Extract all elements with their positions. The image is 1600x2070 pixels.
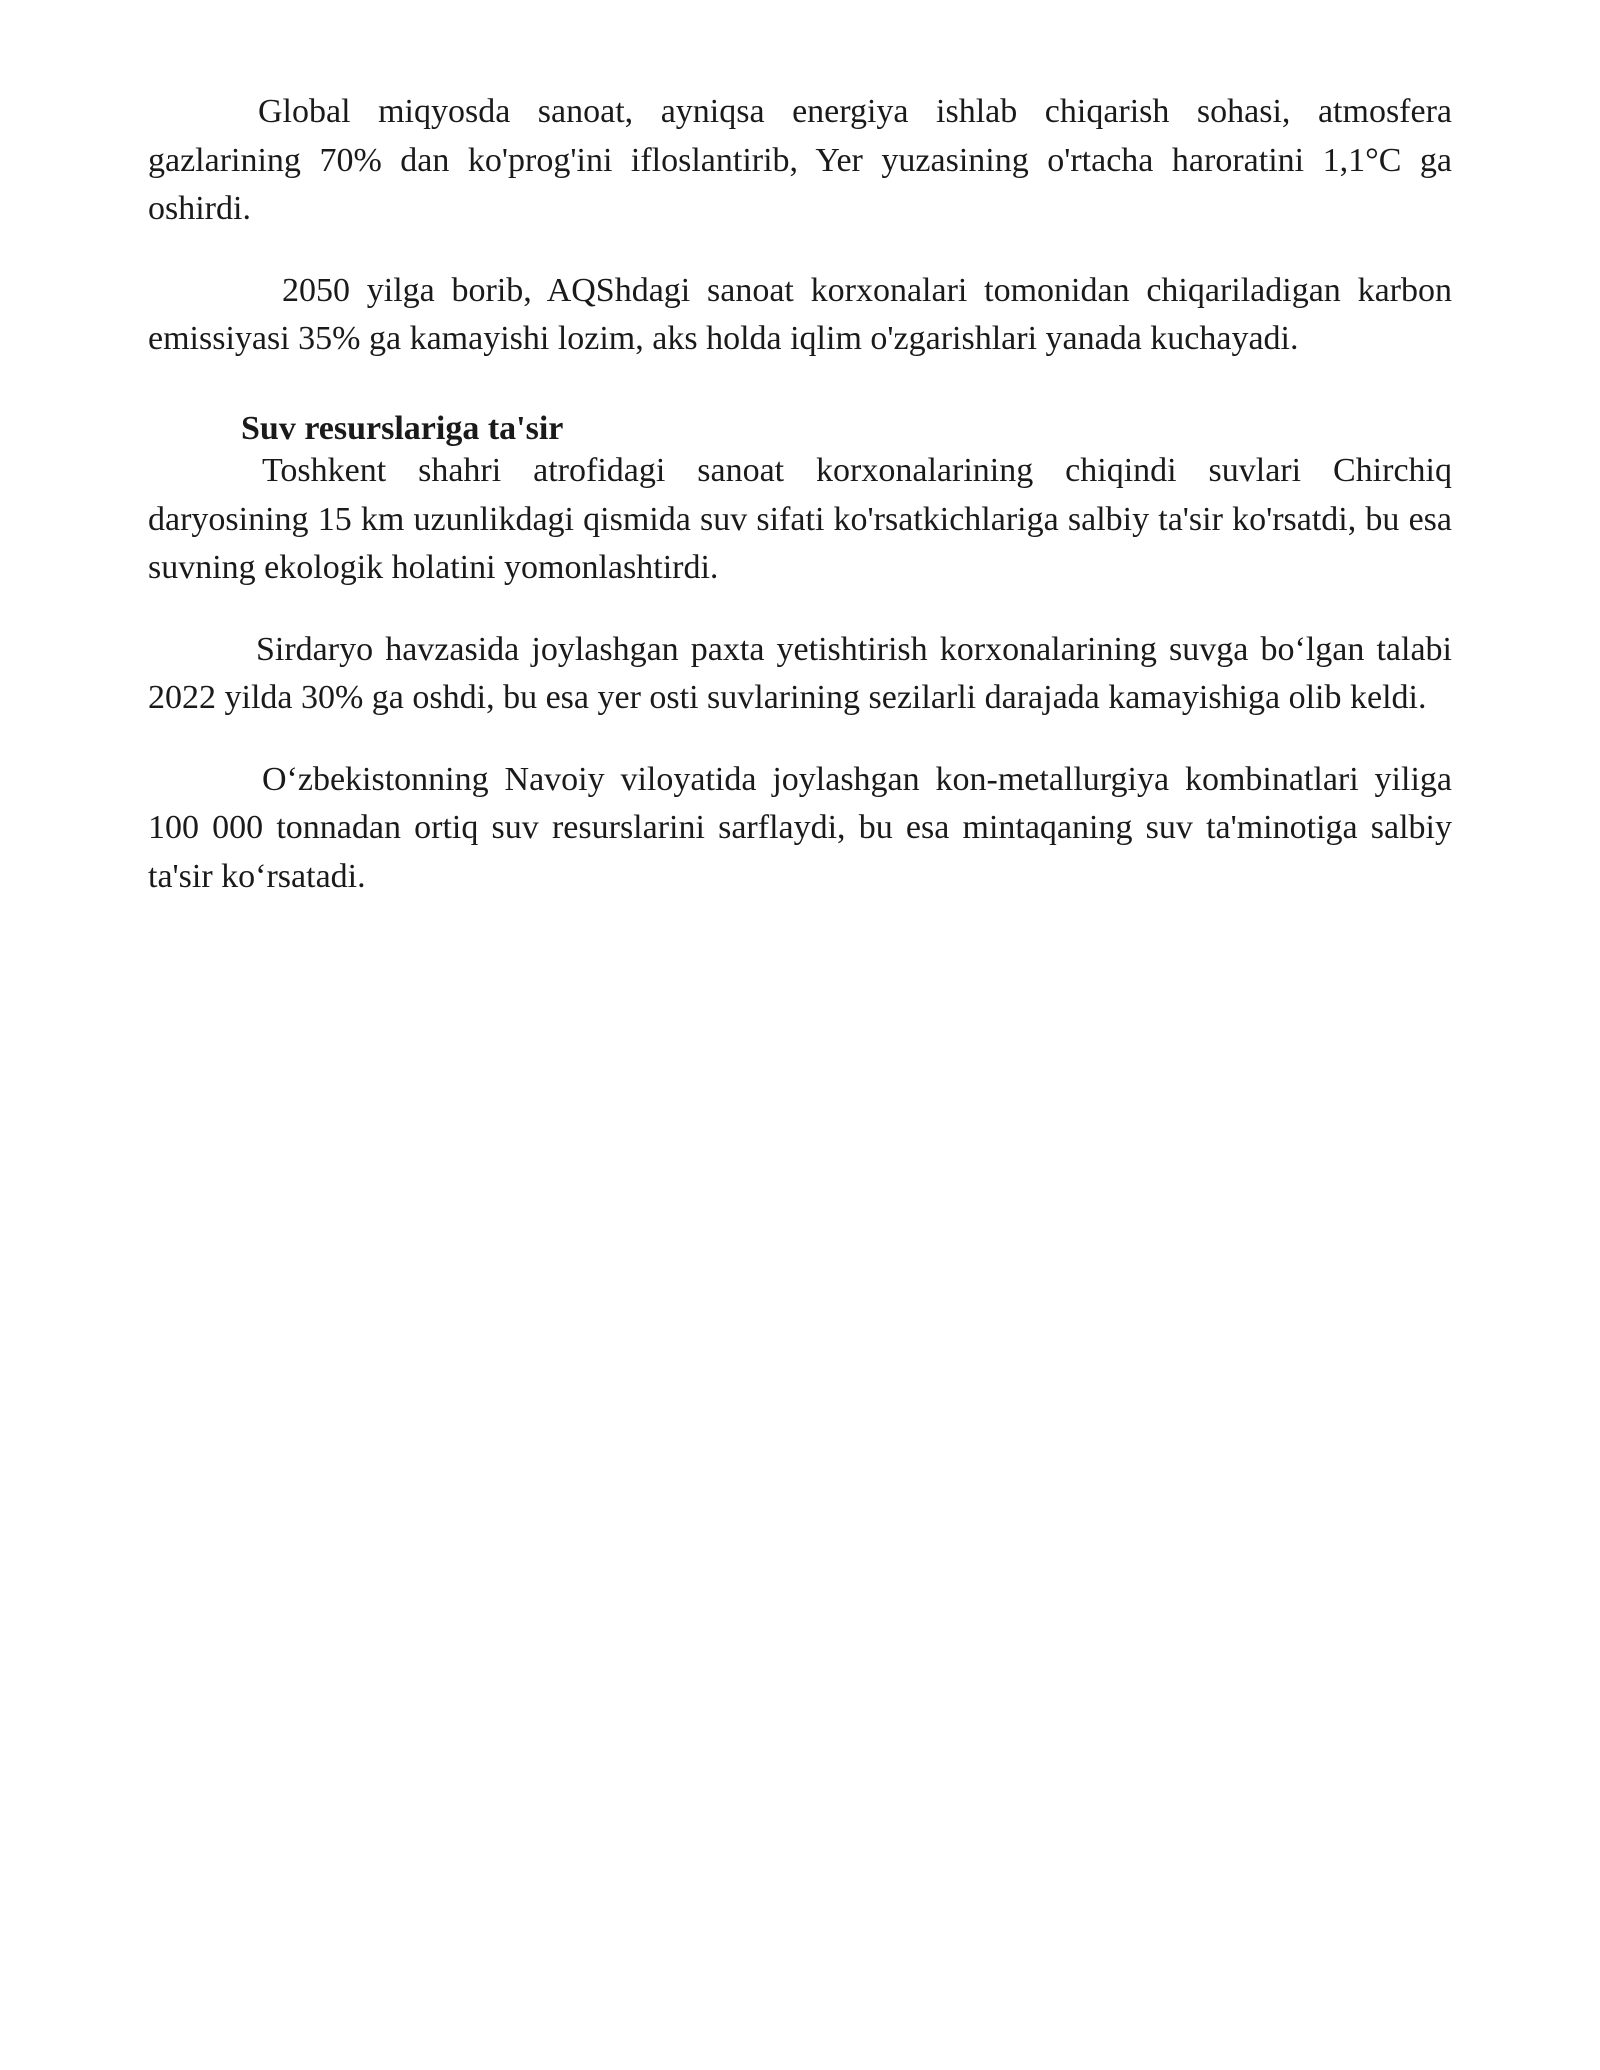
paragraph-navoi-mining: O‘zbekistonning Navoiy viloyatida joylashgan kon-metallurgiya kombinatlari yiliga 100 000 tonnadan ortiq suv resurslarini sarflaydi, bu esa mintaqaning suv ta'minotiga salbiy ta'sir ko‘rsatadi. xyxy=(148,760,1452,895)
section-heading: Suv resurslariga ta'sir xyxy=(241,409,564,447)
paragraph-usa-emissions: 2050 yilga borib, AQShdagi sanoat korxonalari tomonidan chiqariladigan karbon emissiyasi 35% ga kamayishi lozim, aks holda iqlim o'zgarishlari yanada kuchayadi. xyxy=(148,271,1452,357)
paragraph-global-industry: Global miqyosda sanoat, ayniqsa energiya ishlab chiqarish sohasi, atmosfera gazlarining 70% dan ko'prog'ini ifloslantirib, Yer yuzasining o'rtacha haroratini 1,1°C ga oshirdi. xyxy=(148,93,1452,227)
paragraph-tashkent-wastewater: Toshkent shahri atrofidagi sanoat korxonalarining chiqindi suvlari Chirchiq daryosining 15 km uzunlikdagi qismida suv sifati ko'rsatkichlariga salbiy ta'sir ko'rsatdi, bu esa suvning ekologik holatini yomonlashtirdi. xyxy=(148,452,1452,586)
paragraph-syrdarya-cotton: Sirdaryo havzasida joylashgan paxta yetishtirish korxonalarining suvga bo‘lgan talabi 2022 yilda 30% ga oshdi, bu esa yer osti suvlarining sezilarli darajada kamayishiga olib keldi. xyxy=(148,630,1452,716)
document-page xyxy=(148,88,1452,901)
